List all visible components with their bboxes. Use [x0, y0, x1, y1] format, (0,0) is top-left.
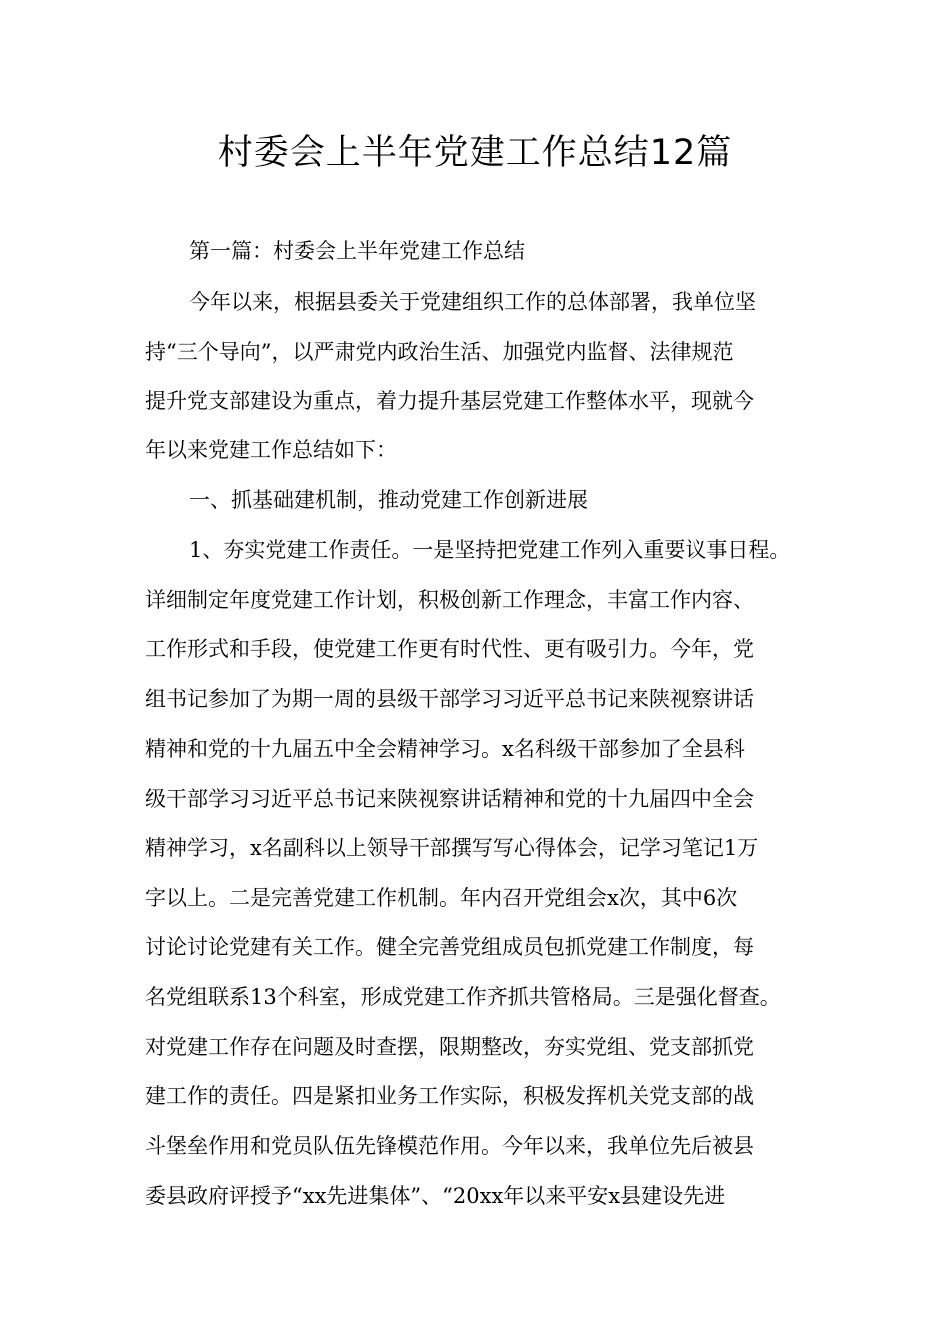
paragraph-line: 斗堡垒作用和党员队伍先锋模范作用。今年以来，我单位先后被县: [145, 1134, 754, 1158]
paragraph-line: 讨论讨论党建有关工作。健全完善党组成员包抓党建工作制度，每: [145, 935, 754, 959]
paragraph-line: 组书记参加了为期一周的县级干部学习习近平总书记来陕视察讲话: [145, 687, 754, 711]
paragraph-line: 提升党支部建设为重点，着力提升基层党建工作整体水平，现就今: [145, 389, 754, 413]
paragraph-line: 精神和党的十九届五中全会精神学习。x名科级干部参加了全县科: [145, 737, 745, 761]
paragraph-line: 精神学习，x名副科以上领导干部撰写写心得体会，记学习笔记1万: [145, 836, 759, 860]
paragraph-line: 工作形式和手段，使党建工作更有时代性、更有吸引力。今年，党: [145, 637, 754, 661]
paragraph-line: 字以上。二是完善党建工作机制。年内召开党组会x次，其中6次: [145, 886, 738, 910]
paragraph-line: 持“三个导向”，以严肃党内政治生活、加强党内监督、法律规范: [145, 340, 734, 364]
paragraph-line: 详细制定年度党建工作计划，积极创新工作理念，丰富工作内容、: [145, 588, 754, 612]
document-title: 村委会上半年党建工作总结12篇: [217, 133, 733, 173]
paragraph-line: 1、夯实党建工作责任。一是坚持把党建工作列入重要议事日程。: [189, 538, 791, 562]
paragraph-line: 级干部学习习近平总书记来陕视察讲话精神和党的十九届四中全会: [145, 787, 754, 811]
section-heading: 第一篇：村委会上半年党建工作总结: [189, 239, 525, 263]
paragraph-line: 名党组联系13个科室，形成党建工作齐抓共管格局。三是强化督查。: [145, 985, 781, 1009]
paragraph-line: 今年以来，根据县委关于党建组织工作的总体部署，我单位坚: [189, 290, 756, 314]
paragraph-line: 对党建工作存在问题及时查摆，限期整改，夯实党组、党支部抓党: [145, 1035, 754, 1059]
paragraph-line: 建工作的责任。四是紧扣业务工作实际，积极发挥机关党支部的战: [145, 1084, 754, 1108]
paragraph-line: 委县政府评授予“xx先进集体”、“20xx年以来平安x县建设先进: [145, 1184, 726, 1208]
section-heading: 一、抓基础建机制，推动党建工作创新进展: [189, 488, 588, 512]
paragraph-line: 年以来党建工作总结如下：: [145, 438, 397, 462]
